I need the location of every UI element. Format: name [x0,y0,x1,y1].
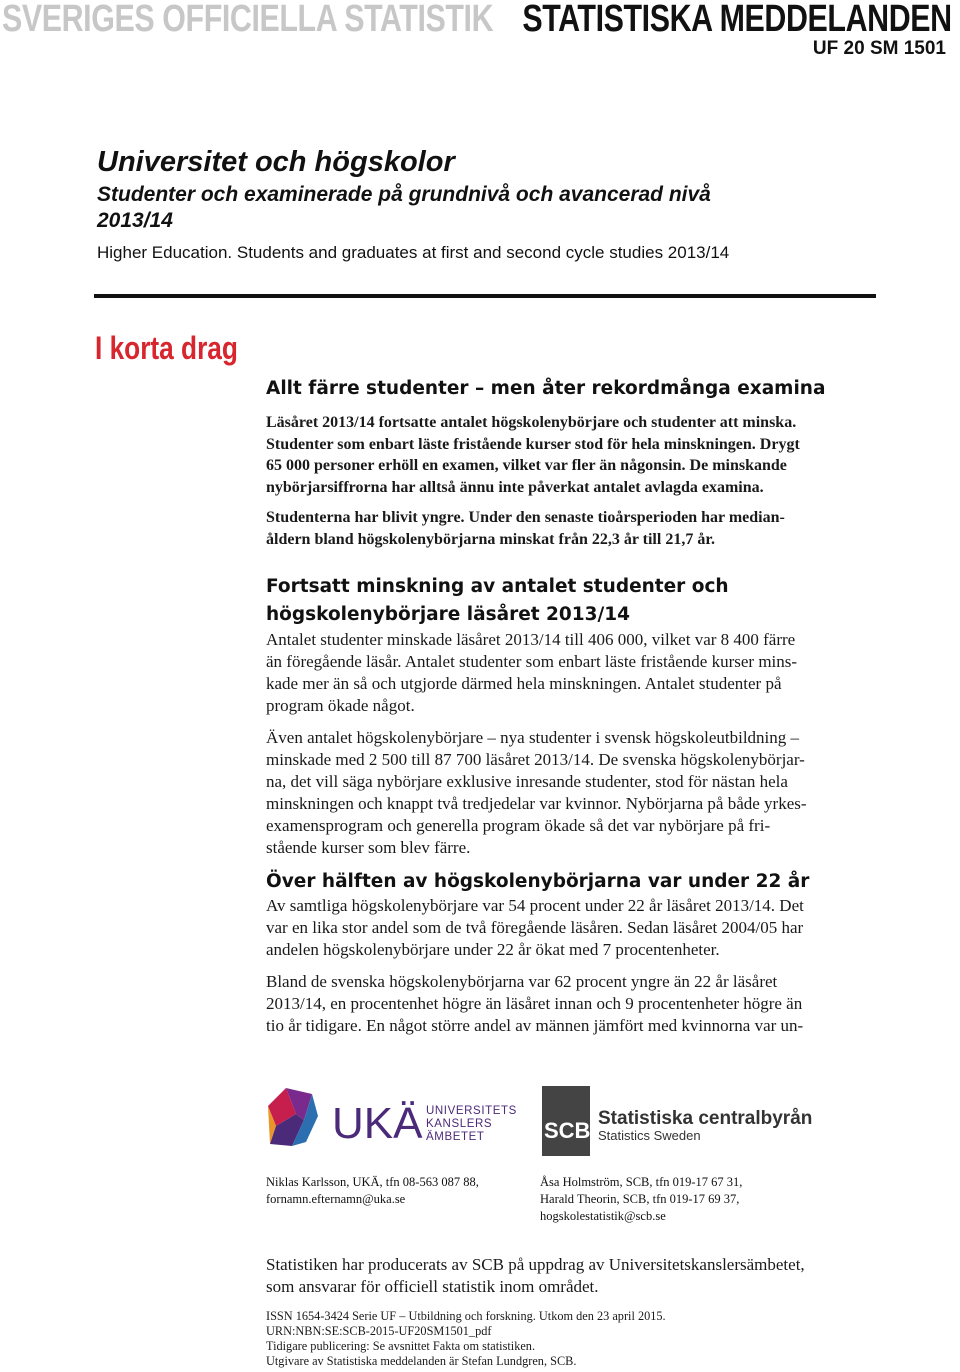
logos-graphic [266,1086,886,1156]
publication-info [266,1309,886,1369]
contact-line: Harald Theorin, SCB, tfn 019-17 69 37, [540,1192,740,1206]
contact-line: Niklas Karlsson, UKÄ, tfn 08-563 087 88, [266,1175,479,1189]
text-line: Läsåret 2013/14 fortsatte antalet högskolenybörjare och studenter att minska. [266,414,797,431]
contact-scb [540,1174,742,1225]
heading-line: högskolenybörjare läsåret 2013/14 [266,604,631,625]
uka-subline: ÄMBETET [426,1131,485,1143]
section-decline [266,573,876,859]
info-line: ISSN 1654-3424 Serie UF – Utbildning och forskning. Utkom den 23 april 2015. [266,1309,666,1323]
paragraph [266,629,876,717]
page-title: Universitet och högskolor [97,146,455,178]
series-code: UF 20 SM 1501 [812,38,946,59]
text-line: Även antalet högskolenybörjare – nya studenter i svensk högskoleutbildning – [266,728,800,747]
text-line: Av samtliga högskolenybörjare var 54 procent under 22 år läsåret 2013/14. Det [266,896,804,915]
section-heading [266,573,876,629]
uka-subline: UNIVERSITETS [426,1105,517,1117]
text-line: minskningen och knappt två tredjedelar var kvinnor. Nybörjarna på både yrkes- [266,794,807,813]
text-line: examensprogram och generella program ökade så det var nybörjare på fri- [266,816,771,835]
contact-line: Åsa Holmström, SCB, tfn 019-17 67 31, [540,1175,743,1189]
text-line: var en lika stor andel som de två föregående läsåren. Sedan läsåret 2004/05 har [266,918,804,937]
text-line: Studenter som enbart läste fristående kurser stod för hela minskningen. Drygt [266,435,800,453]
paragraph [266,727,876,859]
scb-emblem-icon [542,1086,590,1156]
text-line: 2013/14, en procentenhet högre än läsåret innan och 9 procentenheter högre än [266,994,803,1013]
text-line: Antalet studenter minskade läsåret 2013/14 till 406 000, vilket var 8 400 färre [266,630,796,649]
uka-emblem-icon [268,1088,318,1146]
text-line: än föregående läsår. Antalet studenter som enbart läste fristående kurser mins- [266,652,798,671]
banner-statistical-messages: STATISTISKA MEDDELANDEN [522,0,952,40]
text-line: stående kurser som blev färre. [266,838,471,857]
header-divider [94,294,876,298]
text-line: Studenterna har blivit yngre. Under den senaste tioårsperioden har median- [266,509,785,526]
contact-uka [266,1174,479,1208]
text-line: tio år tidigare. En något större andel av männen jämfört med kvinnorna var un- [266,1016,804,1035]
text-line: kade mer än så och utgjorde därmed hela minskningen. Antalet studenter på [266,674,782,693]
banner-official-statistics: SVERIGES OFFICIELLA STATISTIK [2,0,494,40]
partner-logos [266,1086,886,1156]
summary-heading: Allt färre studenter – men åter rekordmånga examina [266,378,826,399]
scb-emblem-letters: SCB [544,1118,591,1143]
text-line: som ansvarar för officiell statistik inom området. [266,1277,599,1296]
text-line: Statistiken har producerats av SCB på uppdrag av Universitetskanslersämbetet, [266,1255,805,1274]
text-line: na, det vill säga nybörjare exklusive inresande studenter, stod för nästan hela [266,772,788,791]
english-title: Higher Education. Students and graduates at first and second cycle studies 2013/14 [97,243,730,262]
contact-line: hogskolestatistik@scb.se [540,1209,666,1223]
paragraph [266,971,876,1037]
scb-name: Statistiska centralbyrån [598,1108,813,1129]
page-subtitle [97,182,837,234]
contact-line: fornamn.efternamn@uka.se [266,1192,406,1206]
text-line: 65 000 personer erhöll en examen, vilket var fler än någonsin. De minskande [266,457,787,474]
text-line: minskade med 2 500 till 87 700 läsåret 2013/14. De svenska högskolenybörjar- [266,750,805,769]
text-line: nybörjarsiffrorna har alltså ännu inte påverkat antalet avlagda examina. [266,478,764,496]
text-line: Bland de svenska högskolenybörjarna var 62 procent yngre än 22 år läsåret [266,972,778,991]
text-line: program ökade något. [266,696,415,715]
info-line: Tidigare publicering: Se avsnittet Fakta om statistiken. [266,1339,536,1353]
subtitle-line: 2013/14 [97,209,173,232]
info-line: Utgivare av Statistiska meddelanden är Stefan Lundgren, SCB. [266,1354,577,1368]
info-line: URN:NBN:SE:SCB-2015-UF20SM1501_pdf [266,1324,492,1338]
summary-label: I korta drag [95,330,238,366]
section-heading: Över hälften av högskolenybörjarna var under 22 år [266,871,810,892]
producer-note [266,1254,886,1298]
text-line: åldern bland högskolenybörjarna minskat från 22,3 år till 21,7 år. [266,530,715,548]
summary-paragraph-1 [266,412,876,498]
uka-subline: KANSLERS [426,1118,493,1130]
uka-wordmark: UKÄ [332,1099,423,1148]
heading-line: Fortsatt minskning av antalet studenter och [266,576,729,597]
text-line: andelen högskolenybörjare under 22 år ökat med 7 procentenheter. [266,940,720,959]
scb-english: Statistics Sweden [598,1128,701,1143]
subtitle-line: Studenter och examinerade på grundnivå och avancerad nivå [97,183,711,206]
summary-paragraph-2 [266,507,876,550]
summary-section [266,378,876,550]
report-banner [0,0,960,40]
paragraph [266,895,876,961]
section-age [266,869,876,1037]
